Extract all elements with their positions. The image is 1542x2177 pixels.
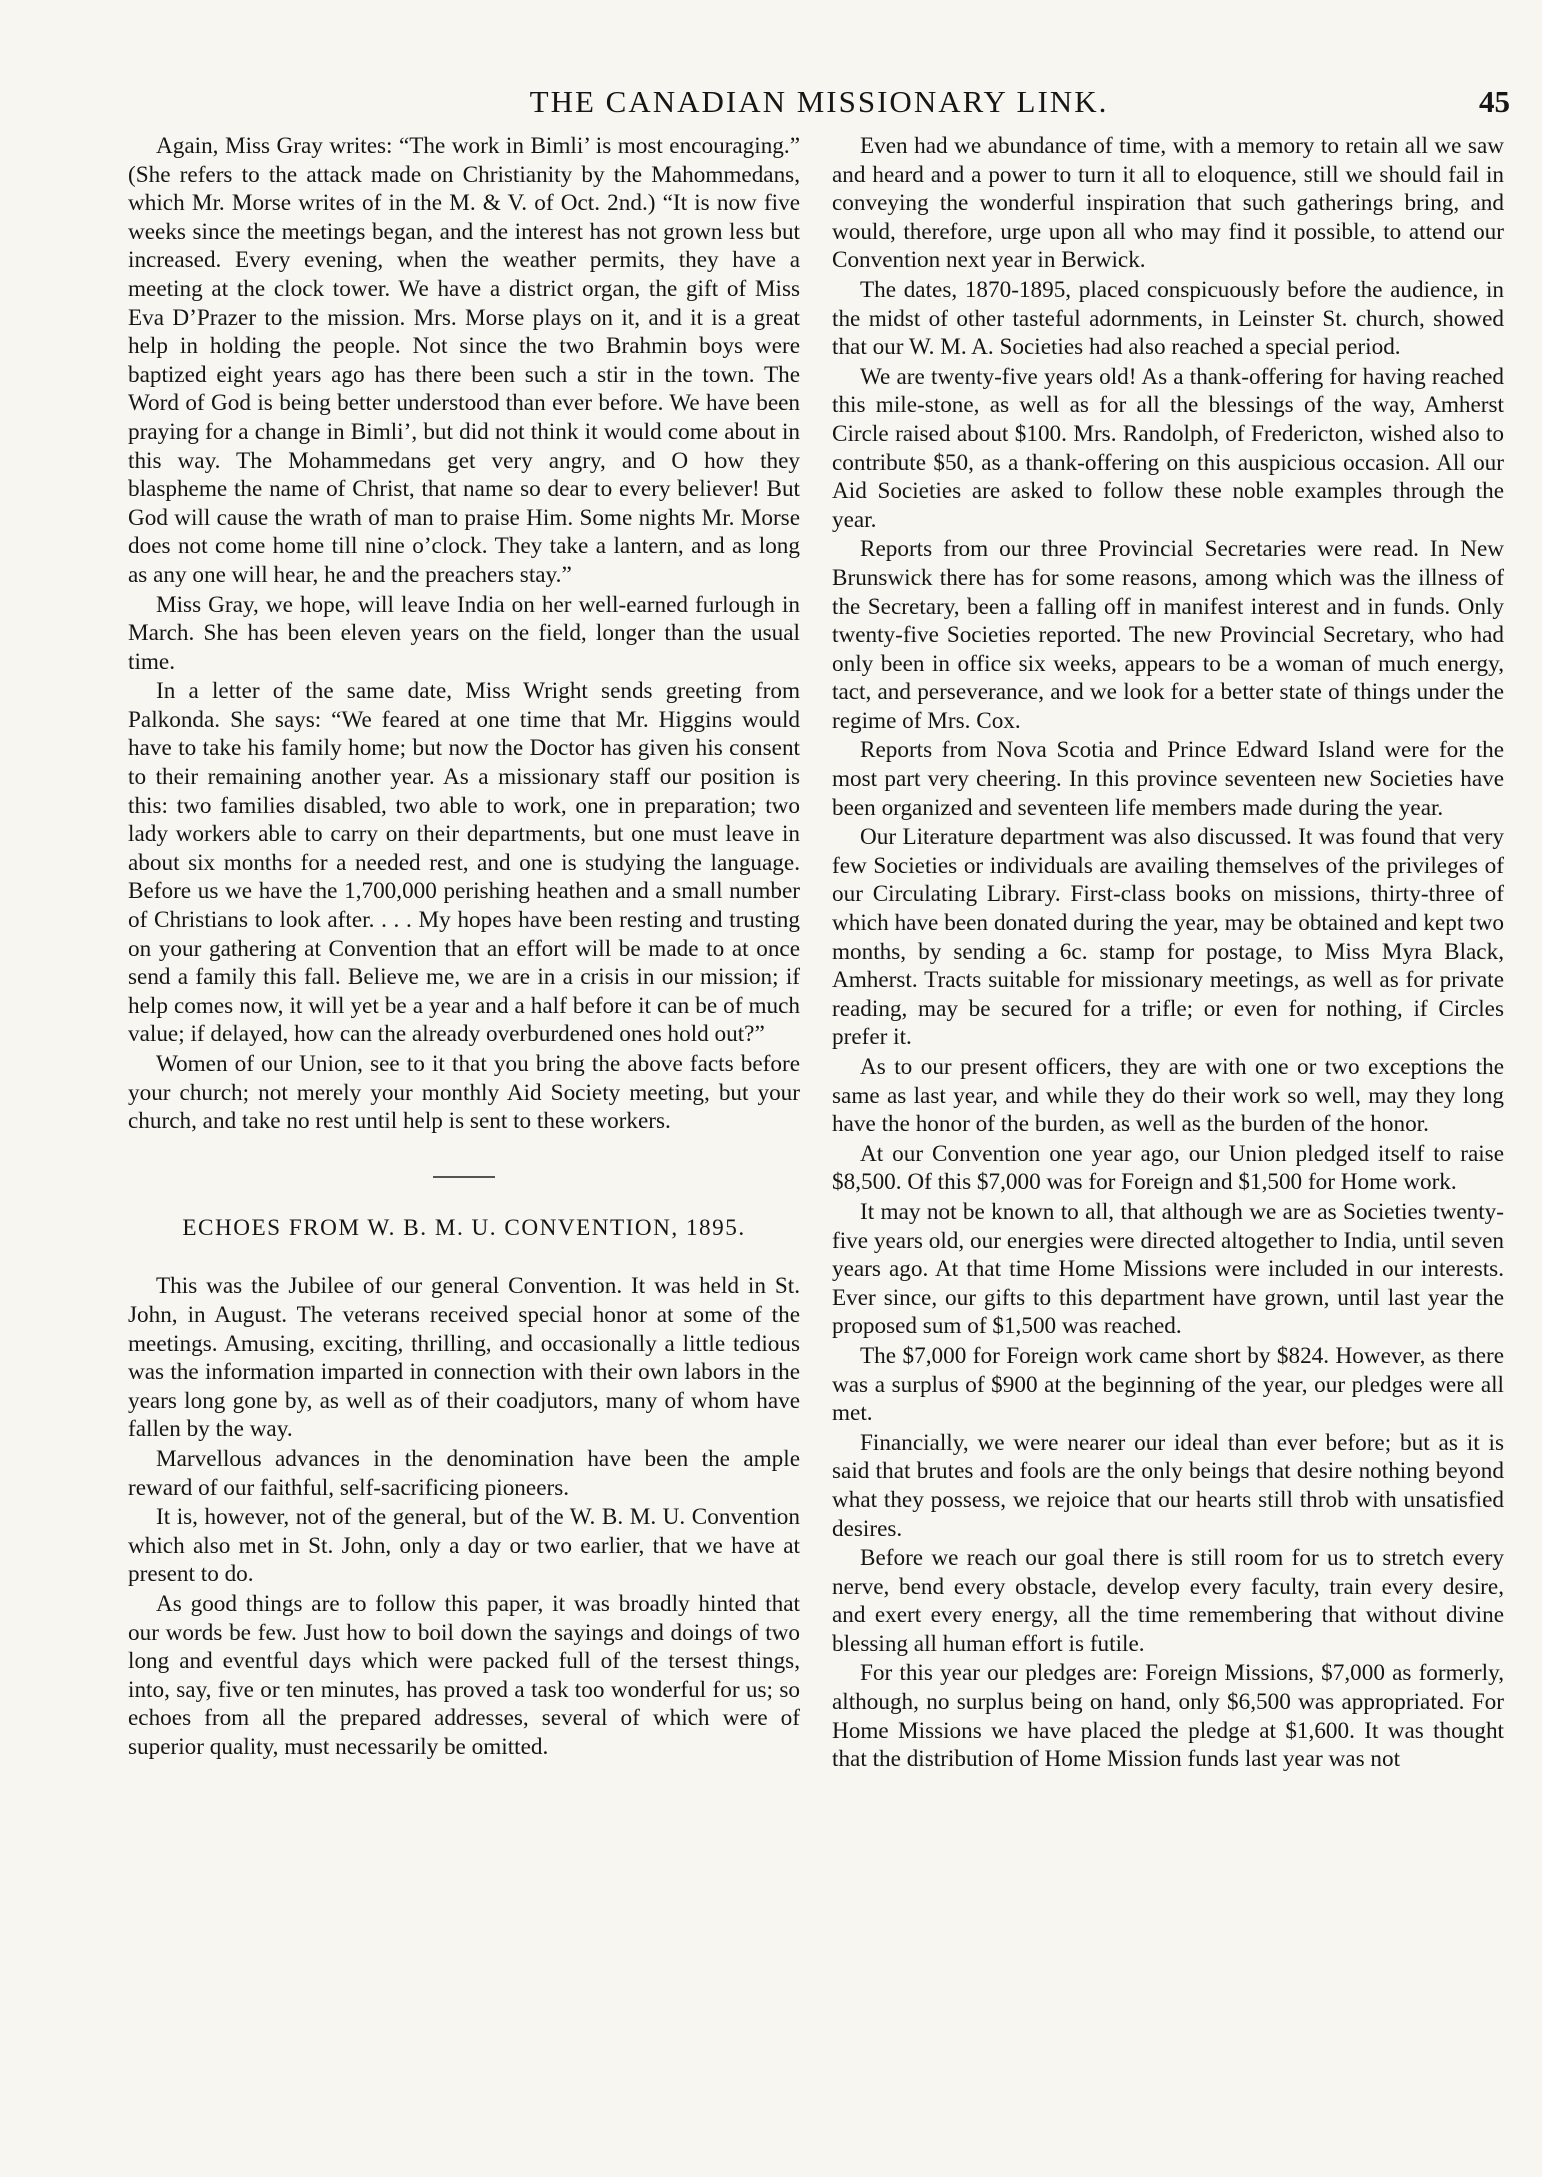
- article-paragraph: Even had we abundance of time, with a memory to retain all we saw and heard and a power to turn it all to eloquence, still we should fail in conveying the wonderful inspiration that such gatherings bring, and would, therefore, urge upon all who may find it possible, to attend our Convention next year in Berwick.: [832, 133, 1504, 274]
- article-paragraph: Women of our Union, see to it that you bring the above facts before your church; not merely your monthly Aid Society meeting, but your church, and take no rest until help is sent to these workers.: [128, 1051, 800, 1135]
- article-paragraph: The dates, 1870-1895, placed conspicuously before the audience, in the midst of other tasteful adornments, in Leinster St. church, showed that our W. M. A. Societies had also reached a special period.: [832, 276, 1504, 361]
- left-column: [128, 132, 800, 1762]
- article-paragraph: For this year our pledges are: Foreign Missions, $7,000 as formerly, although, no surplus being on hand, only $6,500 was appropriated. For Home Missions we have placed the pledge at $1,600. It was thought that the distribution of Home Mission funds last year was not: [832, 1660, 1504, 1773]
- article-paragraph: This was the Jubilee of our general Convention. It was held in St. John, in August. The veterans received special honor at some of the meetings. Amusing, exciting, thrilling, and occasionally a little tedious was the information imparted in connection with their own labors in the years long gone by, as well as of their coadjutors, many of whom have fallen by the way.: [128, 1273, 800, 1443]
- article-paragraph: It may not be known to all, that although we are as Societies twenty-five years old, our energies were directed altogether to India, until seven years ago. At that time Home Missions were included in our interests. Ever since, our gifts to this department have grown, until last year the proposed sum of $1,500 was reached.: [832, 1198, 1504, 1340]
- article-paragraph: Financially, we were nearer our ideal than ever before; but as it is said that brutes and fools are the only beings that desire nothing beyond what they possess, we rejoice that our hearts still throb with unsatisfied desires.: [832, 1429, 1504, 1542]
- article-paragraph: Again, Miss Gray writes: “The work in Bimli’ is most encouraging.” (She refers to the attack made on Christianity by the Mahommedans, which Mr. Morse writes of in the M. & V. of Oct. 2nd.) “It is now five weeks since the meetings began, and the interest has not grown less but increased. Every evening, when the weather permits, they have a meeting at the clock tower. We have a district organ, the gift of Miss Eva D’Prazer to the mission. Mrs. Morse plays on it, and it is a great help in holding the people. Not since the two Brahmin boys were baptized eight years ago has there been such a stir in the town. The Word of God is being better understood than ever before. We have been praying for a change in Bimli’, but did not think it would come about in this way. The Mohammedans get very angry, and O how they blaspheme the name of Christ, that name so dear to every believer! But God will cause the wrath of man to praise Him. Some nights Mr. Morse does not come home till nine o’clock. They take a lantern, and as long as any one will hear, he and the preachers stay.”: [128, 133, 800, 588]
- article-paragraph: It is, however, not of the general, but of the W. B. M. U. Convention which also met in St. John, only a day or two earlier, that we have at present to do.: [128, 1504, 800, 1588]
- article-paragraph: Reports from Nova Scotia and Prince Edward Island were for the most part very cheering. In this province seventeen new Societies have been organized and seventeen life members made during the year.: [832, 737, 1504, 821]
- page-header: [128, 84, 1510, 124]
- page-number: 45: [1479, 84, 1510, 119]
- article-paragraph: As good things are to follow this paper, it was broadly hinted that our words be few. Just how to boil down the sayings and doings of two long and eventful days which were packed full of the tersest things, into, say, five or ten minutes, has proved a task too wonderful for us; so echoes from all the prepared addresses, several of which were of superior quality, must necessarily be omitted.: [128, 1590, 800, 1760]
- article-paragraph: Marvellous advances in the denomination have been the ample reward of our faithful, self-sacrificing pioneers.: [128, 1445, 800, 1501]
- section-heading: ECHOES FROM W. B. M. U. CONVENTION, 1895.: [182, 1214, 746, 1241]
- article-paragraph: In a letter of the same date, Miss Wright sends greeting from Palkonda. She says: “We feared at one time that Mr. Higgins would have to take his family home; but now the Doctor has given his consent to their remaining another year. As a missionary staff our position is this: two families disabled, two able to work, one in preparation; two lady workers able to carry on their departments, but one must leave in about six months for a needed rest, and one is studying the language. Before us we have the 1,700,000 perishing heathen and a small number of Christians to look after. . . . My hopes have been resting and trusting on your gathering at Convention that an effort will be made to at once send a family this fall. Believe me, we are in a crisis in our mission; if help comes now, it will yet be a year and a half before it can be of much value; if delayed, how can the already overburdened ones hold out?”: [128, 678, 800, 1048]
- section-divider: [433, 1176, 495, 1178]
- article-paragraph: At our Convention one year ago, our Union pledged itself to raise $8,500. Of this $7,000 was for Foreign and $1,500 for Home work.: [832, 1140, 1504, 1196]
- article-paragraph: Miss Gray, we hope, will leave India on her well-earned furlough in March. She has been eleven years on the field, longer than the usual time.: [128, 591, 800, 675]
- article-paragraph: Our Literature department was also discussed. It was found that very few Societies or individuals are availing themselves of the privileges of our Circulating Library. First-class books on missions, thirty-three of which have been donated during the year, may be obtained and kept two months, by sending a 6c. stamp for postage, to Miss Myra Black, Amherst. Tracts suitable for missionary meetings, as well as for private reading, may be secured for a trifle; or even for nothing, if Circles prefer it.: [832, 824, 1504, 1051]
- article-paragraph: As to our present officers, they are with one or two exceptions the same as last year, and while they do their work so well, may they long have the honor of the burden, as well as the burden of the honor.: [832, 1054, 1504, 1138]
- article-paragraph: The $7,000 for Foreign work came short by $824. However, as there was a surplus of $900 at the beginning of the year, our pledges were all met.: [832, 1342, 1504, 1427]
- right-column: [832, 132, 1504, 1775]
- publication-title: THE CANADIAN MISSIONARY LINK.: [529, 84, 1109, 119]
- article-paragraph: Before we reach our goal there is still room for us to stretch every nerve, bend every obstacle, develop every faculty, train every desire, and exert every energy, all the time remembering that without divine blessing all human effort is futile.: [832, 1545, 1504, 1657]
- article-paragraph: We are twenty-five years old! As a thank-offering for having reached this mile-stone, as well as for all the blessings of the way, Amherst Circle raised about $100. Mrs. Randolph, of Fredericton, wished also to contribute $50, as a thank-offering on this auspicious occasion. All our Aid Societies are asked to follow these noble examples through the year.: [832, 363, 1504, 533]
- article-paragraph: Reports from our three Provincial Secretaries were read. In New Brunswick there has for some reasons, among which was the illness of the Secretary, been a falling off in manifest interest and in funds. Only twenty-five Societies reported. The new Provincial Secretary, who had only been in office six weeks, appears to be a woman of much energy, tact, and perseverance, and we look for a better state of things under the regime of Mrs. Cox.: [832, 536, 1504, 734]
